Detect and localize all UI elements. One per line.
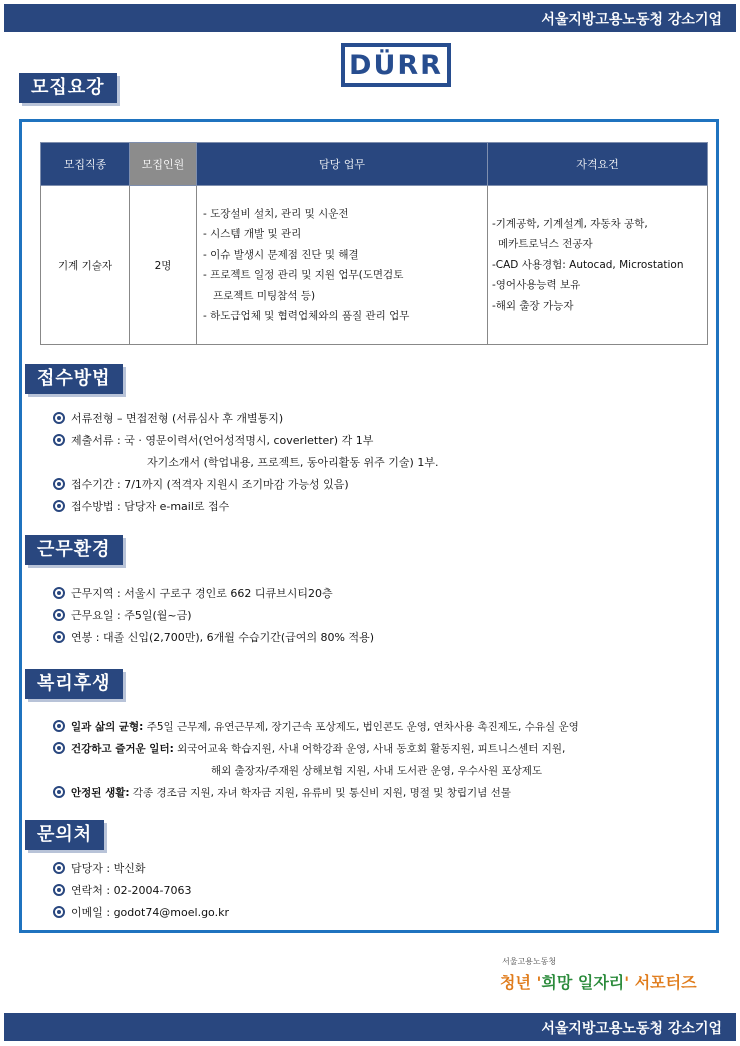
list-item: 건강하고 즐거운 일터: 외국어교육 학습지원, 사내 어학강좌 운영, 사내 동호회 활동지원, 피트니스센터 지원, [53, 738, 579, 760]
qual-line: -해외 출장 가능자 [492, 299, 574, 312]
bullet-icon [53, 720, 65, 732]
badge-title: 청년 '희망 일자리' 서포터즈 [500, 973, 697, 992]
list-item: 안정된 생활: 각종 경조금 지원, 자녀 학자금 지원, 유류비 및 통신비 지원, 명절 및 창립기념 선물 [53, 782, 579, 804]
badge-org: 서울고용노동청 [502, 957, 557, 966]
job-table [40, 142, 708, 345]
company-logo [341, 43, 451, 87]
job-duties [197, 186, 488, 345]
qual-line: -기계공학, 기계설계, 자동차 공학, [492, 217, 648, 230]
duty-line: 프로젝트 미팅참석 등) [213, 289, 316, 302]
header-org: 서울지방고용노동청 강소기업 [541, 12, 722, 28]
bullet-icon [53, 786, 65, 798]
bullet-icon [53, 412, 65, 424]
duty-line: - 프로젝트 일정 관리 및 지원 업무(도면검토 [203, 269, 404, 281]
list-item: 이메일 : godot74@moel.go.kr [53, 902, 229, 924]
bullet-icon [53, 434, 65, 446]
bullet-icon [53, 500, 65, 512]
footer-bar [4, 1013, 736, 1041]
bullet-icon [53, 906, 65, 918]
col-job: 모집직종 [41, 143, 130, 186]
footer-org: 서울지방고용노동청 강소기업 [541, 1021, 722, 1037]
duty-line: - 시스템 개발 및 관리 [203, 228, 302, 240]
list-item: 연봉 : 대졸 신입(2,700만), 6개월 수습기간(급여의 80% 적용) [53, 627, 374, 649]
col-count: 모집인원 [130, 143, 197, 186]
duty-line: - 하도급업체 및 협력업체와의 품질 관리 업무 [203, 310, 410, 322]
section-apply: 접수방법 [25, 364, 123, 394]
bullet-icon [53, 478, 65, 490]
bullet-icon [53, 862, 65, 874]
contact-list [53, 858, 229, 924]
bullet-icon [53, 609, 65, 621]
qual-line: -CAD 사용경험: Autocad, Microstation [492, 258, 684, 271]
qual-line: 메카트로닉스 전공자 [498, 238, 593, 251]
col-quals: 자격요건 [488, 143, 708, 186]
bullet-icon [53, 884, 65, 896]
supporters-badge [500, 956, 725, 1000]
list-item: 서류전형 – 면접전형 (서류심사 후 개별통지) [53, 408, 438, 430]
list-item: 접수방법 : 담당자 e-mail로 접수 [53, 496, 438, 518]
list-item: 해외 출장자/주재원 상해보험 지원, 사내 도서관 운영, 우수사원 포상제도 [211, 765, 543, 777]
qual-line: -영어사용능력 보유 [492, 279, 581, 292]
duty-line: - 도장설비 설치, 관리 및 시운전 [203, 207, 349, 220]
logo-text: DÜRR [349, 49, 443, 81]
list-item: 자기소개서 (학업내용, 프로젝트, 동아리활동 위주 기술) 1부. [147, 456, 439, 469]
bullet-icon [53, 587, 65, 599]
list-item: 담당자 : 박신화 [53, 858, 229, 880]
list-item: 근무요일 : 주5일(월~금) [53, 605, 374, 627]
header-bar [4, 4, 736, 32]
section-contact: 문의처 [25, 820, 104, 850]
job-title: 기계 기술자 [41, 186, 130, 345]
job-quals [488, 186, 708, 345]
list-item: 연락처 : 02-2004-7063 [53, 880, 229, 902]
section-recruit: 모집요강 [19, 73, 117, 103]
apply-list [53, 408, 438, 518]
bullet-icon [53, 742, 65, 754]
job-table-header [41, 143, 708, 186]
work-list [53, 583, 374, 649]
section-work: 근무환경 [25, 535, 123, 565]
list-item: 근무지역 : 서울시 구로구 경인로 662 디큐브시티20층 [53, 583, 374, 605]
list-item: 제출서류 : 국 · 영문이력서(언어성적명시, coverletter) 각 1부 [53, 430, 438, 452]
col-duties: 담당 업무 [197, 143, 488, 186]
table-row [41, 186, 708, 345]
list-item: 일과 삶의 균형: 주5일 근무제, 유연근무제, 장기근속 포상제도, 법인콘도 운영, 연차사용 촉진제도, 수유실 운영 [53, 716, 579, 738]
duty-line: - 이슈 발생시 문제점 진단 및 해결 [203, 248, 359, 261]
section-welfare: 복리후생 [25, 669, 123, 699]
job-count: 2명 [130, 186, 197, 345]
bullet-icon [53, 631, 65, 643]
list-item: 접수기간 : 7/1까지 (적격자 지원시 조기마감 가능성 있음) [53, 474, 438, 496]
welfare-list [53, 716, 579, 804]
